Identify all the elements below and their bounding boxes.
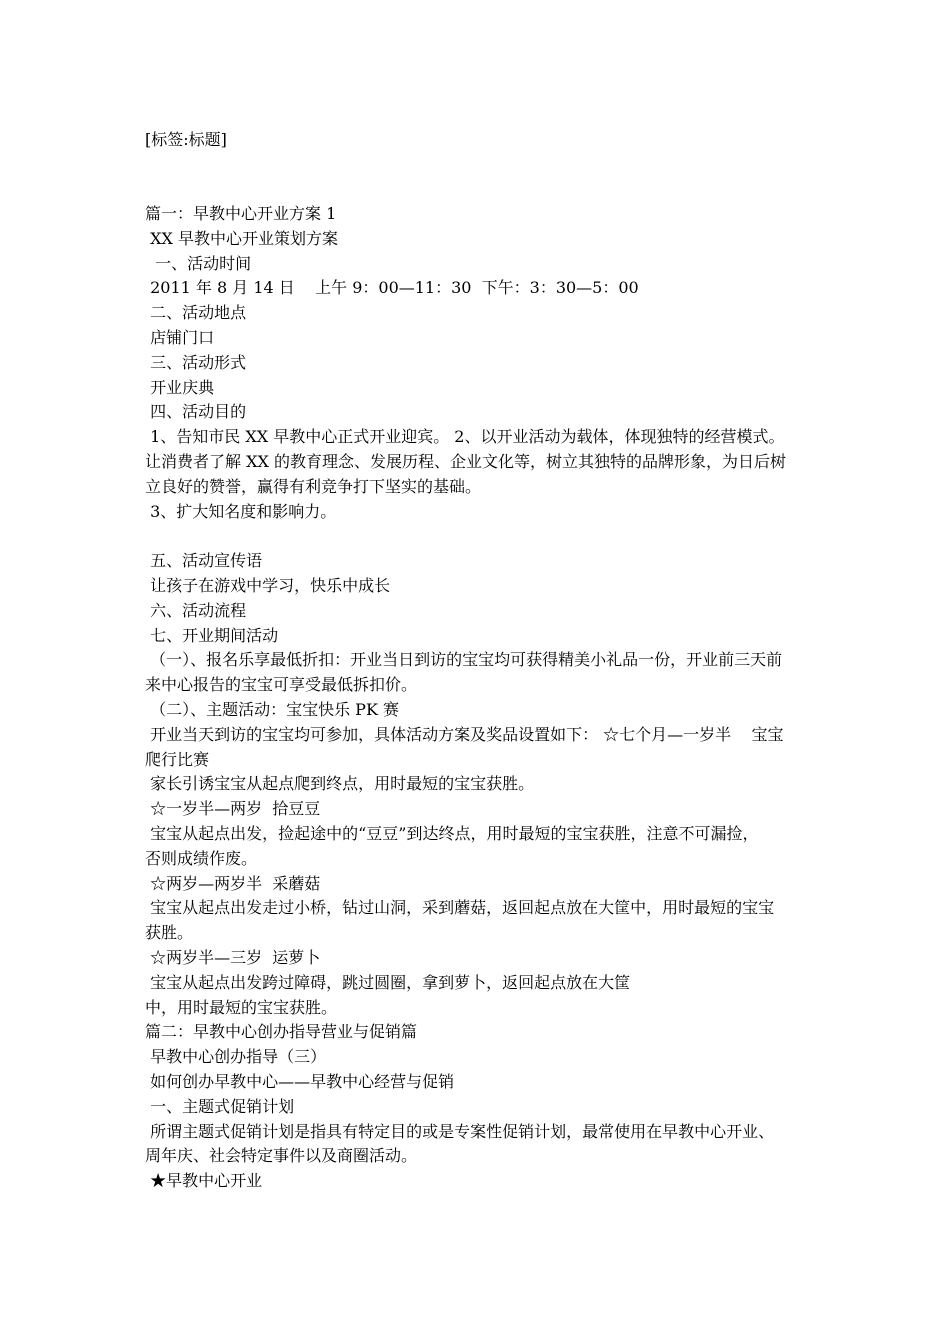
text-line: 宝宝从起点出发跨过障碍，跳过圆圈，拿到萝卜，返回起点放在大筐 (145, 972, 631, 992)
text-line: 四、活动目的 (145, 402, 247, 422)
text-line: ★早教中心开业 (145, 1171, 263, 1191)
text-line: 家长引诱宝宝从起点爬到终点，用时最短的宝宝获胜。 (145, 774, 535, 794)
text-line: 中，用时最短的宝宝获胜。 (145, 997, 338, 1017)
text-line: 1、告知市民 XX 早教中心正式开业迎宾。 2、以开业活动为载体，体现独特的经营模式。 (145, 427, 785, 447)
text-line: ☆两岁—两岁半 采蘑菇 (145, 873, 321, 893)
tag-label: [标签:标题] (145, 130, 227, 149)
text-line: 获胜。 (145, 923, 194, 943)
text-line: 五、活动宣传语 (145, 551, 263, 571)
text-line: 2011 年 8 月 14 日 上午 9：00—11：30 下午：3：30—5：00 (145, 278, 639, 298)
text-line: 宝宝从起点出发，捡起途中的“豆豆”到达终点，用时最短的宝宝获胜，注意不可漏捡， (145, 824, 759, 843)
text-line: 开业庆典 (145, 377, 215, 397)
text-line: （二）、主题活动：宝宝快乐 PK 赛 (145, 700, 399, 719)
text-line: 让消费者了解 XX 的教育理念、发展历程、企业文化等，树立其独特的品牌形象，为日后树 (145, 452, 786, 471)
text-line: 立良好的赞誉，赢得有利竞争打下坚实的基础。 (145, 476, 482, 496)
text-line: 三、活动形式 (145, 352, 247, 372)
text-line: 七、开业期间活动 (145, 625, 279, 645)
text-line: ☆两岁半—三岁 运萝卜 (145, 948, 321, 967)
text-line: ☆一岁半—两岁 拾豆豆 (145, 799, 321, 819)
text-line: 3、扩大知名度和影响力。 (145, 501, 337, 521)
text-line: 周年庆、社会特定事件以及商圈活动。 (145, 1146, 418, 1166)
text-line: （一）、报名乐享最低折扣：开业当日到访的宝宝均可获得精美小礼品一份，开业前三天前 (145, 650, 783, 670)
text-line: 宝宝从起点出发走过小桥，钻过山洞，采到蘑菇，返回起点放在大筐中，用时最短的宝宝 (145, 898, 775, 918)
text-line: 店铺门口 (145, 328, 215, 347)
text-line: 爬行比赛 (145, 749, 210, 769)
text-line: 一、主题式促销计划 (145, 1096, 295, 1116)
text-line: 开业当天到访的宝宝均可参加，具体活动方案及奖品设置如下： ☆七个月—一岁半 宝宝 (145, 724, 784, 744)
text-line: XX 早教中心开业策划方案 (145, 228, 338, 248)
text-line: 来中心报告的宝宝可享受最低拆扣价。 (145, 675, 418, 695)
text-line: 否则成绩作废。 (145, 848, 258, 868)
text-line: 二、活动地点 (145, 303, 247, 323)
text-line: 一、活动时间 (145, 253, 252, 273)
text-line: 篇一：早教中心开业方案 1 (145, 204, 337, 223)
text-line: 六、活动流程 (145, 600, 247, 620)
text-line: 早教中心创办指导（三） (145, 1047, 327, 1067)
text-line: 所谓主题式促销计划是指具有特定目的或是专案性促销计划，最常使用在早教中心开业、 (145, 1121, 775, 1141)
text-line: 让孩子在游戏中学习，快乐中成长 (145, 576, 391, 595)
text-line: 篇二：早教中心创办指导营业与促销篇 (145, 1022, 418, 1042)
text-line: 如何创办早教中心——早教中心经营与促销 (145, 1072, 455, 1091)
